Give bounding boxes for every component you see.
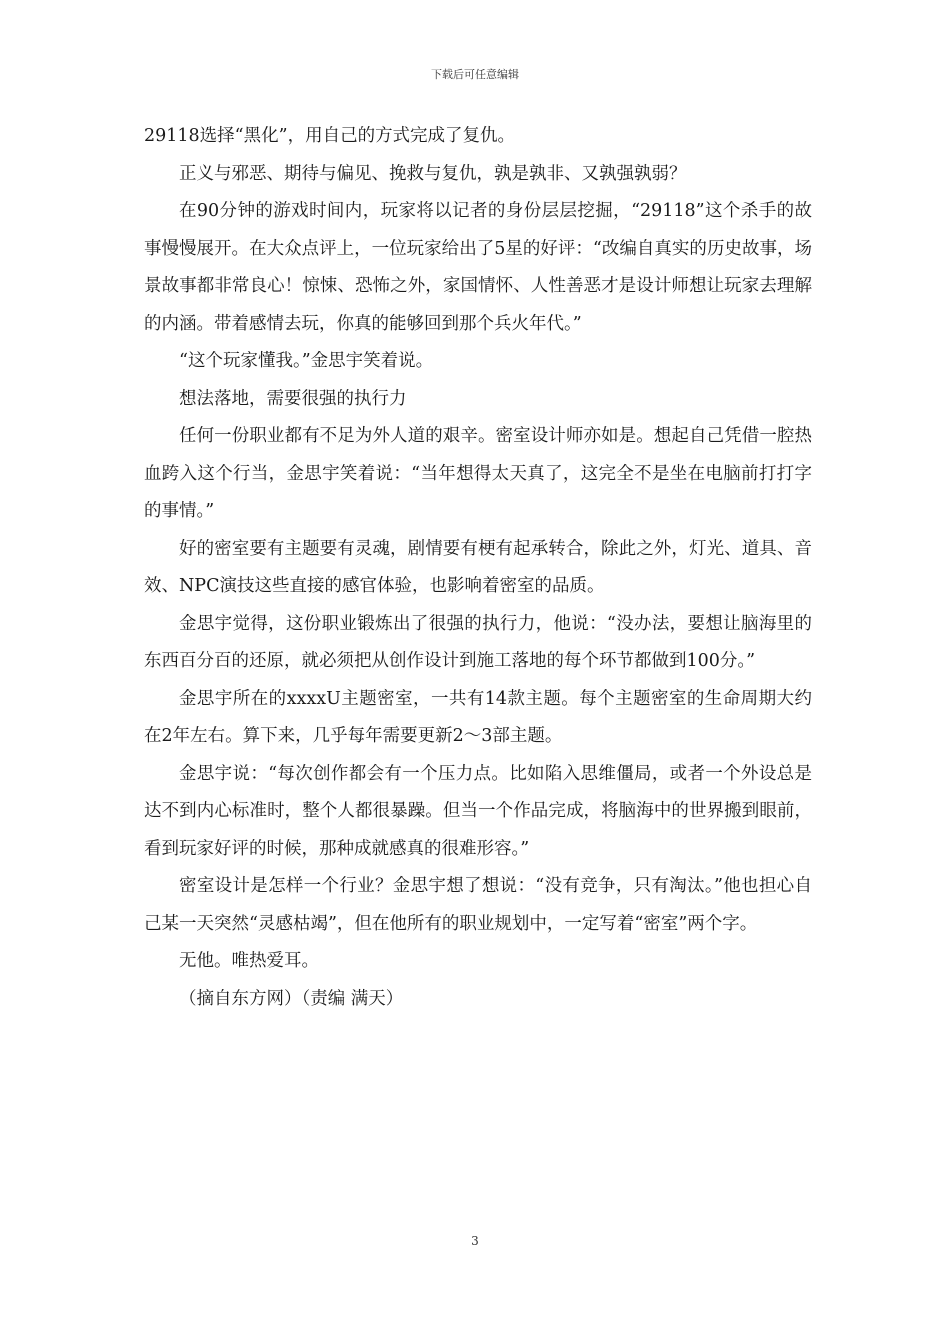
paragraph: 29118选择“黑化”，用自己的方式完成了复仇。 bbox=[144, 126, 516, 146]
paragraph: 无他。唯热爱耳。 bbox=[179, 951, 319, 971]
paragraph: 任何一份职业都有不足为外人道的艰辛。密室设计师亦如是。想起自己凭借一腔热血跨入这个行当，金思宇笑着说：“当年想得太天真了，这完全不是坐在电脑前打打字的事情。” bbox=[144, 426, 812, 521]
page-number: 3 bbox=[471, 1234, 479, 1248]
paragraph: 金思宇所在的xxxxU主题密室，一共有14款主题。每个主题密室的生命周期大约在2年左右。算下来，几乎每年需要更新2～3部主题。 bbox=[144, 688, 812, 746]
paragraph: 在90分钟的游戏时间内，玩家将以记者的身份层层挖掘，“29118”这个杀手的故事慢慢展开。在大众点评上，一位玩家给出了5星的好评：“改编自真实的历史故事，场景故事都非常良心！惊悚、恐怖之外，家国情怀、人性善恶才是设计师想让玩家去理解的内涵。带着感情去玩，你真的能够回到那个兵火年代。” bbox=[144, 201, 812, 334]
section-heading: 想法落地，需要很强的执行力 bbox=[179, 388, 407, 409]
source-credit: （摘自东方网）（责编 满天） bbox=[179, 988, 404, 1009]
article-body bbox=[144, 118, 812, 1018]
paragraph: 密室设计是怎样一个行业？金思宇想了想说：“没有竞争，只有淘汰。”他也担心自己某一天突然“灵感枯竭”，但在他所有的职业规划中，一定写着“密室”两个字。 bbox=[144, 876, 812, 934]
page-header: 下载后可任意编辑 bbox=[431, 68, 519, 81]
paragraph: “这个玩家懂我。”金思宇笑着说。 bbox=[179, 351, 434, 371]
paragraph: 正义与邪恶、期待与偏见、挽救与复仇，孰是孰非、又孰强孰弱？ bbox=[179, 163, 687, 184]
paragraph: 金思宇说：“每次创作都会有一个压力点。比如陷入思维僵局，或者一个外设总是达不到内心标准时，整个人都很暴躁。但当一个作品完成，将脑海中的世界搬到眼前，看到玩家好评的时候，那种成就感真的很难形容。” bbox=[144, 763, 812, 859]
paragraph: 好的密室要有主题要有灵魂，剧情要有梗有起承转合，除此之外，灯光、道具、音效、NPC演技这些直接的感官体验，也影响着密室的品质。 bbox=[144, 538, 812, 596]
paragraph: 金思宇觉得，这份职业锻炼出了很强的执行力，他说：“没办法，要想让脑海里的东西百分百的还原，就必须把从创作设计到施工落地的每个环节都做到100分。” bbox=[144, 613, 812, 671]
